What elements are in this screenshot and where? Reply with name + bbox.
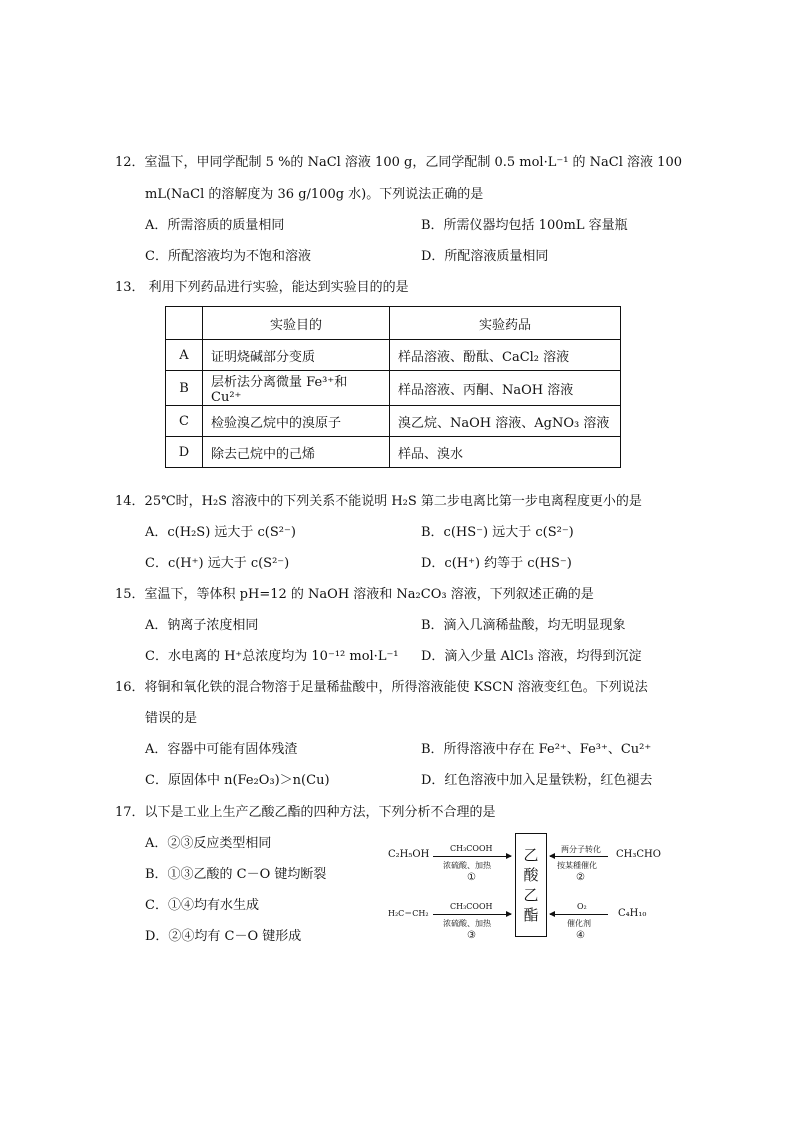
q17-option-a: A．②③反应类型相同	[145, 836, 272, 851]
q15-option-d: D．滴入少量 AlCl₃ 溶液，均得到沉淀	[421, 649, 642, 664]
table-cell: 溴乙烷、NaOH 溶液、AgNO₃ 溶液	[390, 406, 621, 437]
route3-arrow	[433, 914, 511, 915]
q12-stem-line1: 12．室温下，甲同学配制 5 %的 NaCl 溶液 100 g，乙同学配制 0.5 mol·L⁻¹ 的 NaCl 溶液 100	[115, 155, 682, 170]
table-cell: 层析法分离微量 Fe³⁺和 Cu²⁺	[203, 371, 390, 406]
table-cell: D	[166, 437, 203, 468]
q16-option-b: B．所得溶液中存在 Fe²⁺、Fe³⁺、Cu²⁺	[421, 742, 652, 757]
route2-number: ②	[576, 872, 585, 883]
q12-option-c: C．所配溶液均为不饱和溶液	[145, 249, 311, 264]
route3-condition: 浓硫酸、加热	[443, 919, 491, 928]
route3-reactant: H₂C＝CH₂	[388, 909, 429, 918]
table-cell: 样品溶液、丙酮、NaOH 溶液	[390, 371, 621, 406]
q14-option-c: C．c(H⁺) 远大于 c(S²⁻)	[145, 556, 290, 571]
product-char: 乙	[523, 886, 539, 904]
route4-number: ④	[576, 930, 585, 941]
q15-option-c: C．水电离的 H⁺总浓度均为 10⁻¹² mol·L⁻¹	[145, 649, 399, 664]
product-box	[515, 833, 547, 937]
table-cell: 证明烧碱部分变质	[203, 340, 390, 371]
table-cell: 检验溴乙烷中的溴原子	[203, 406, 390, 437]
route1-reactant: C₂H₅OH	[388, 849, 430, 860]
table-cell: 样品、溴水	[390, 437, 621, 468]
table-cell: B	[166, 371, 203, 406]
product-char: 乙	[523, 846, 539, 864]
table-cell: C	[166, 406, 203, 437]
q16-stem-line2: 错误的是	[145, 711, 198, 726]
q12-option-a: A．所需溶质的质量相同	[145, 218, 285, 233]
table-row	[166, 437, 621, 468]
q12-option-d: D．所配溶液质量相同	[421, 249, 549, 264]
product-char: 酸	[523, 866, 539, 884]
q14-option-b: B．c(HS⁻) 远大于 c(S²⁻)	[421, 525, 574, 540]
q15-option-a: A．钠离子浓度相同	[145, 618, 259, 633]
q16-option-c: C．原固体中 n(Fe₂O₃)＞n(Cu)	[145, 773, 330, 788]
q15-stem: 15．室温下，等体积 pH=12 的 NaOH 溶液和 Na₂CO₃ 溶液，下列叙述正确的是	[115, 587, 594, 602]
q12-stem-line2: mL(NaCl 的溶解度为 36 g/100g 水)。下列说法正确的是	[145, 187, 484, 202]
ester-synthesis-diagram	[385, 830, 685, 940]
q12-option-b: B．所需仪器均包括 100mL 容量瓶	[421, 218, 628, 233]
route1-number: ①	[467, 872, 476, 883]
q14-stem: 14．25℃时，H₂S 溶液中的下列关系不能说明 H₂S 第二步电离比第一步电离程度更小的是	[115, 494, 642, 509]
q16-option-d: D．红色溶液中加入足量铁粉，红色褪去	[421, 773, 653, 788]
table-cell: A	[166, 340, 203, 371]
route4-reagent: O₂	[577, 902, 587, 911]
table-cell: 除去己烷中的己烯	[203, 437, 390, 468]
q17-option-b: B．①③乙酸的 C－O 键均断裂	[145, 867, 327, 882]
q13-table	[165, 306, 621, 468]
q17-option-d: D．②④均有 C－O 键形成	[145, 929, 302, 944]
q13-stem: 13． 利用下列药品进行实验，能达到实验目的的是	[115, 280, 409, 295]
route4-condition: 催化剂	[567, 919, 591, 928]
table-header-cell: 实验药品	[390, 307, 621, 340]
q17-stem: 17．以下是工业上生产乙酸乙酯的四种方法，下列分析不合理的是	[115, 805, 496, 820]
route3-number: ③	[467, 930, 476, 941]
table-row	[166, 371, 621, 406]
route1-reagent: CH₃COOH	[450, 844, 493, 853]
route2-reactant: CH₃CHO	[616, 849, 661, 860]
q14-option-a: A．c(H₂S) 远大于 c(S²⁻)	[145, 525, 296, 540]
route2-arrow	[550, 856, 608, 857]
route3-reagent: CH₃COOH	[450, 902, 493, 911]
route1-condition: 浓硫酸、加热	[443, 861, 491, 870]
q16-stem-line1: 16．将铜和氧化铁的混合物溶于足量稀盐酸中，所得溶液能使 KSCN 溶液变红色。下列说法	[115, 680, 648, 695]
route2-condition-above: 两分子转化	[561, 845, 601, 854]
table-cell: 样品溶液、酚酞、CaCl₂ 溶液	[390, 340, 621, 371]
route2-condition-below: 按某種催化	[557, 861, 597, 870]
route4-arrow	[550, 914, 608, 915]
table-header-cell	[166, 307, 203, 340]
table-row	[166, 406, 621, 437]
table-header-cell: 实验目的	[203, 307, 390, 340]
route4-reactant: C₄H₁₀	[618, 908, 647, 919]
q16-option-a: A．容器中可能有固体残渣	[145, 742, 298, 757]
q17-option-c: C．①④均有水生成	[145, 898, 259, 913]
q14-option-d: D．c(H⁺) 约等于 c(HS⁻)	[421, 556, 572, 571]
route1-arrow	[433, 856, 511, 857]
q15-option-b: B．滴入几滴稀盐酸，均无明显现象	[421, 618, 626, 633]
product-char: 酯	[523, 906, 539, 924]
table-row	[166, 340, 621, 371]
table-header-row	[166, 307, 621, 340]
